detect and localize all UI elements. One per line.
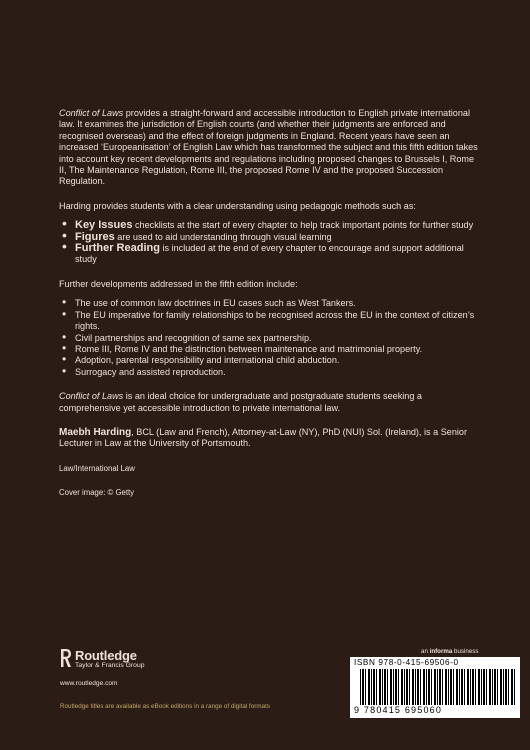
feature-text: is included at the end of every chapter to encourage and support additional study xyxy=(75,243,464,265)
isbn-number: ISBN 978-0-415-69506-0 xyxy=(354,658,459,667)
routledge-r-icon xyxy=(60,648,72,668)
feature-text: are used to aid understanding through visual learning xyxy=(114,231,332,242)
pedagogy-list xyxy=(59,220,479,266)
developments-list xyxy=(59,298,479,378)
list-item: • The EU imperative for family relationships to be recognised across the EU in the context of citizen’s rights. xyxy=(75,310,479,333)
author-credentials: , BCL (Law and French), Attorney-at-Law (NY), PhD (NUI) Sol. (Ireland), is a Senior Lecturer in Law at the University of Portsmouth. xyxy=(59,426,467,449)
publisher-name: Routledge xyxy=(75,648,137,663)
intro-text: provides a straight-forward and accessible introduction to English private international law. It examines the jurisdiction of English courts (and whether their judgments are enforced and recognised overseas) and the effect of foreign judgments in England. Recent years have seen an increased ‘Europeanisation’ of English Law which has transformed the subject and this fifth edition takes into account key recent developments and regulations including proposed changes to Brussels I, Rome II, The Maintenance Regulation, Rome III, the proposed Rome IV and the proposed Succession Regulation. xyxy=(59,108,478,187)
blurb xyxy=(59,108,479,512)
developments-lead: Further developments addressed in the fifth edition include: xyxy=(59,278,298,289)
ebook-note: Routledge titles are available as eBook editions in a range of digital formats xyxy=(60,703,271,710)
list-item xyxy=(75,243,479,266)
author-bio xyxy=(59,427,479,450)
book-title: Conflict of Laws xyxy=(59,108,124,118)
list-item: • Surrogacy and assisted reproduction. xyxy=(75,367,479,378)
informa-business-label xyxy=(421,648,478,655)
pedagogy-lead: Harding provides students with a clear understanding using pedagogic methods such as: xyxy=(59,200,416,211)
list-item: • The use of common law doctrines in EU cases such as West Tankers. xyxy=(75,298,479,309)
list-item: • Rome III, Rome IV and the distinction between maintenance and matrimonial property. xyxy=(75,344,479,355)
informa-name: informa xyxy=(429,648,453,655)
closing-text: is an ideal choice for undergraduate and postgraduate students seeking a comprehensive yet accessible introduction to private international law. xyxy=(59,391,422,413)
feature-text: checklists at the start of every chapter to help track important points for further study xyxy=(132,220,474,231)
feature-term: Key Issues xyxy=(75,219,133,232)
publisher-group: Taylor & Francis Group xyxy=(75,662,145,669)
feature-term: Further Reading xyxy=(75,242,160,255)
feature-term: Figures xyxy=(75,230,115,243)
barcode-digits: 9 780415 695060 xyxy=(354,705,517,717)
publisher-url: www.routledge.com xyxy=(60,680,118,687)
list-item: • Adoption, parental responsibility and international child abduction. xyxy=(75,355,479,366)
intro-paragraph xyxy=(59,108,479,188)
author-name: Maebh Harding xyxy=(59,426,132,438)
list-item: • Civil partnerships and recognition of same sex partnership. xyxy=(75,333,479,344)
informa-prefix: an xyxy=(421,648,430,655)
list-item xyxy=(75,220,479,231)
subject-category: Law/International Law xyxy=(59,463,135,473)
barcode-bars xyxy=(360,669,515,706)
cover-credit: Cover image: © Getty xyxy=(59,488,135,498)
isbn-barcode xyxy=(350,657,520,718)
book-title: Conflict of Laws xyxy=(59,391,124,402)
informa-suffix: business xyxy=(452,648,479,655)
closing-paragraph xyxy=(59,391,479,414)
